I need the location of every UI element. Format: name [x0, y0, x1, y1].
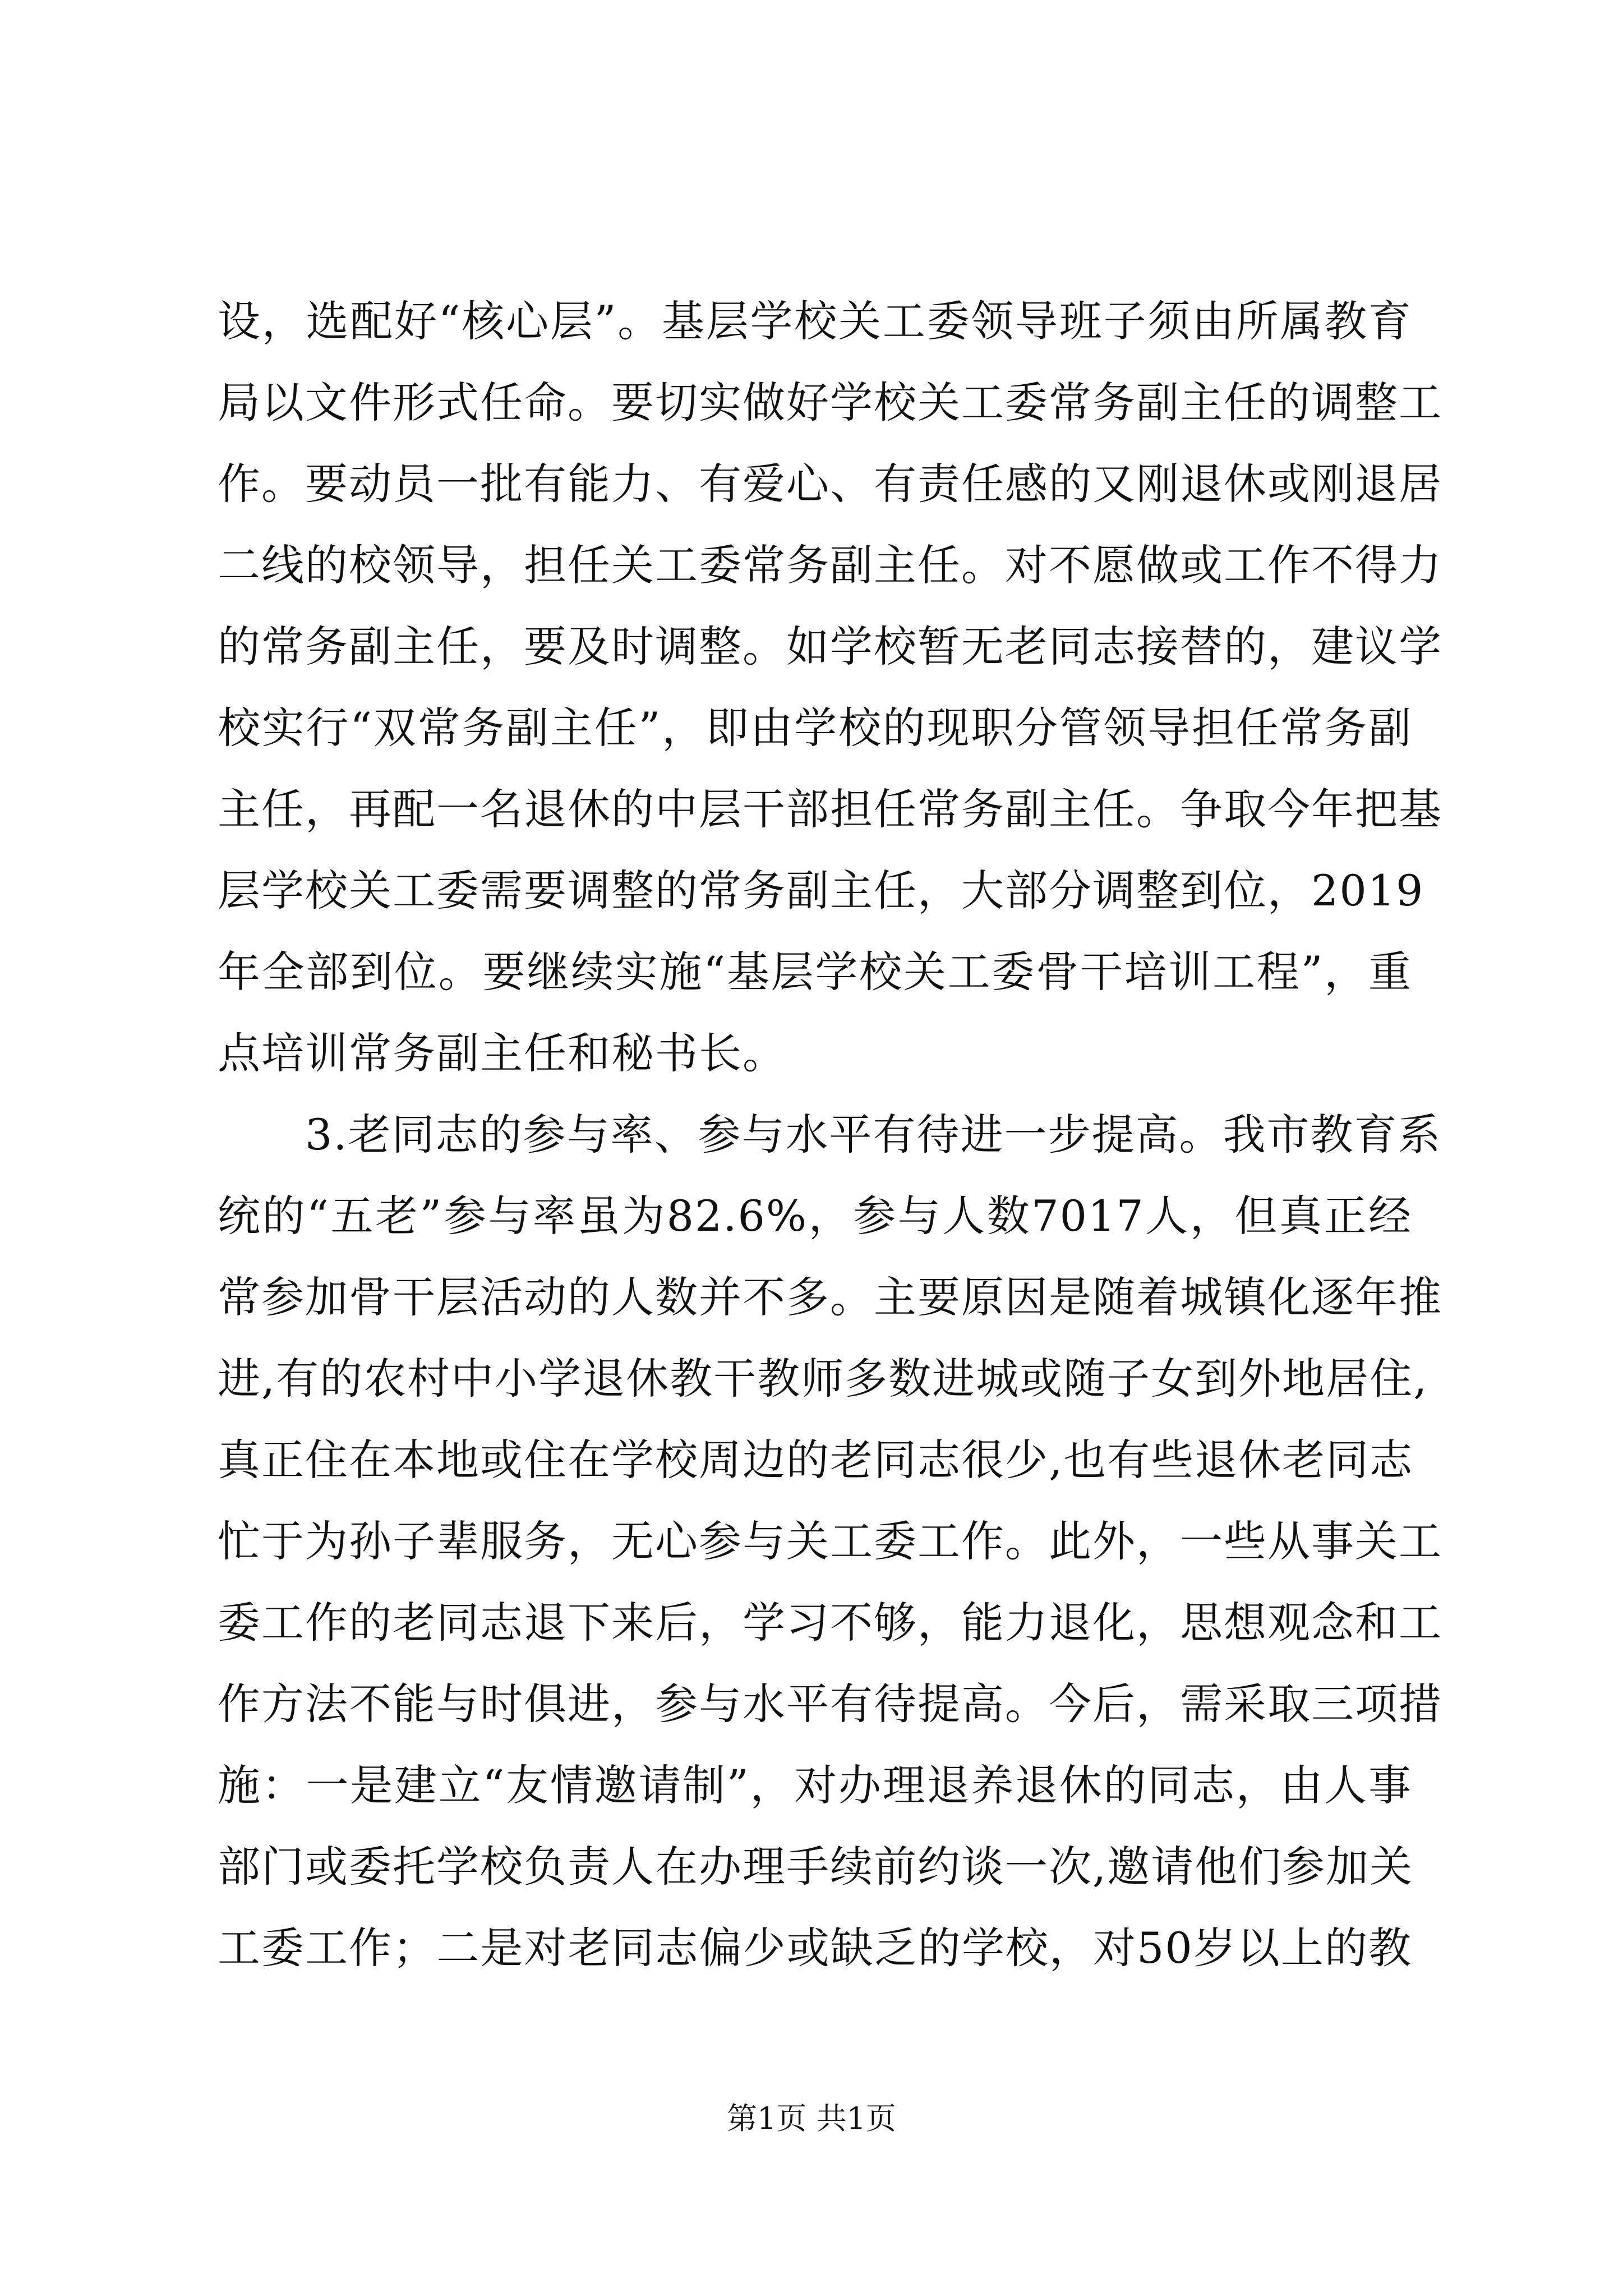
text-line: 点培训常务副主任和秘书长。 [218, 1028, 786, 1078]
text-line: 真正住在本地或住在学校周边的老同志很少,也有些退休老同志 [218, 1435, 1414, 1485]
text-line: 二线的校领导，担任关工委常务副主任。对不愿做或工作不得力 [218, 540, 1442, 590]
text-line: 局以文件形式任命。要切实做好学校关工委常务副主任的调整工 [218, 378, 1442, 427]
body-text [218, 280, 1442, 1989]
text-line: 作方法不能与时俱进，参与水平有待提高。今后，需采取三项措 [218, 1679, 1442, 1729]
paragraph-1 [218, 280, 1442, 1094]
text-line: 委工作的老同志退下来后，学习不够，能力退化，思想观念和工 [218, 1598, 1442, 1648]
text-line: 施：一是建立“友情邀请制”，对办理退养退休的同志，由人事 [218, 1760, 1412, 1810]
text-line: 年全部到位。要继续实施“基层学校关工委骨干培训工程”，重 [218, 947, 1412, 997]
text-line: 的常务副主任，要及时调整。如学校暂无老同志接替的，建议学 [218, 622, 1442, 671]
text-line: 校实行“双常务副主任”，即由学校的现职分管领导担任常务副 [218, 703, 1412, 753]
page-number-footer: 第1页 共1页 [727, 2101, 896, 2136]
text-line: 层学校关工委需要调整的常务副主任，大部分调整到位，2019 [218, 866, 1424, 915]
text-line: 工委工作；二是对老同志偏少或缺乏的学校，对50岁以上的教 [218, 1923, 1412, 1973]
text-line: 进,有的农村中小学退休教干教师多数进城或随子女到外地居住, [218, 1354, 1428, 1404]
text-line: 作。要动员一批有能力、有爱心、有责任感的又刚退休或刚退居 [218, 459, 1442, 509]
text-line: 3.老同志的参与率、参与水平有待进一步提高。我市教育系 [218, 1110, 1442, 1159]
text-line: 部门或委托学校负责人在办理手续前约谈一次,邀请他们参加关 [218, 1842, 1414, 1892]
paragraph-2 [218, 1094, 1442, 1989]
text-line: 忙于为孙子辈服务，无心参与关工委工作。此外，一些从事关工 [218, 1516, 1442, 1566]
text-line: 设，选配好“核心层”。基层学校关工委领导班子须由所属教育 [218, 296, 1412, 346]
text-line: 主任，再配一名退休的中层干部担任常务副主任。争取今年把基 [218, 784, 1442, 834]
text-line: 常参加骨干层活动的人数并不多。主要原因是随着城镇化逐年推 [218, 1272, 1442, 1322]
text-line: 统的“五老”参与率虽为82.6%，参与人数7017人，但真正经 [218, 1191, 1412, 1241]
